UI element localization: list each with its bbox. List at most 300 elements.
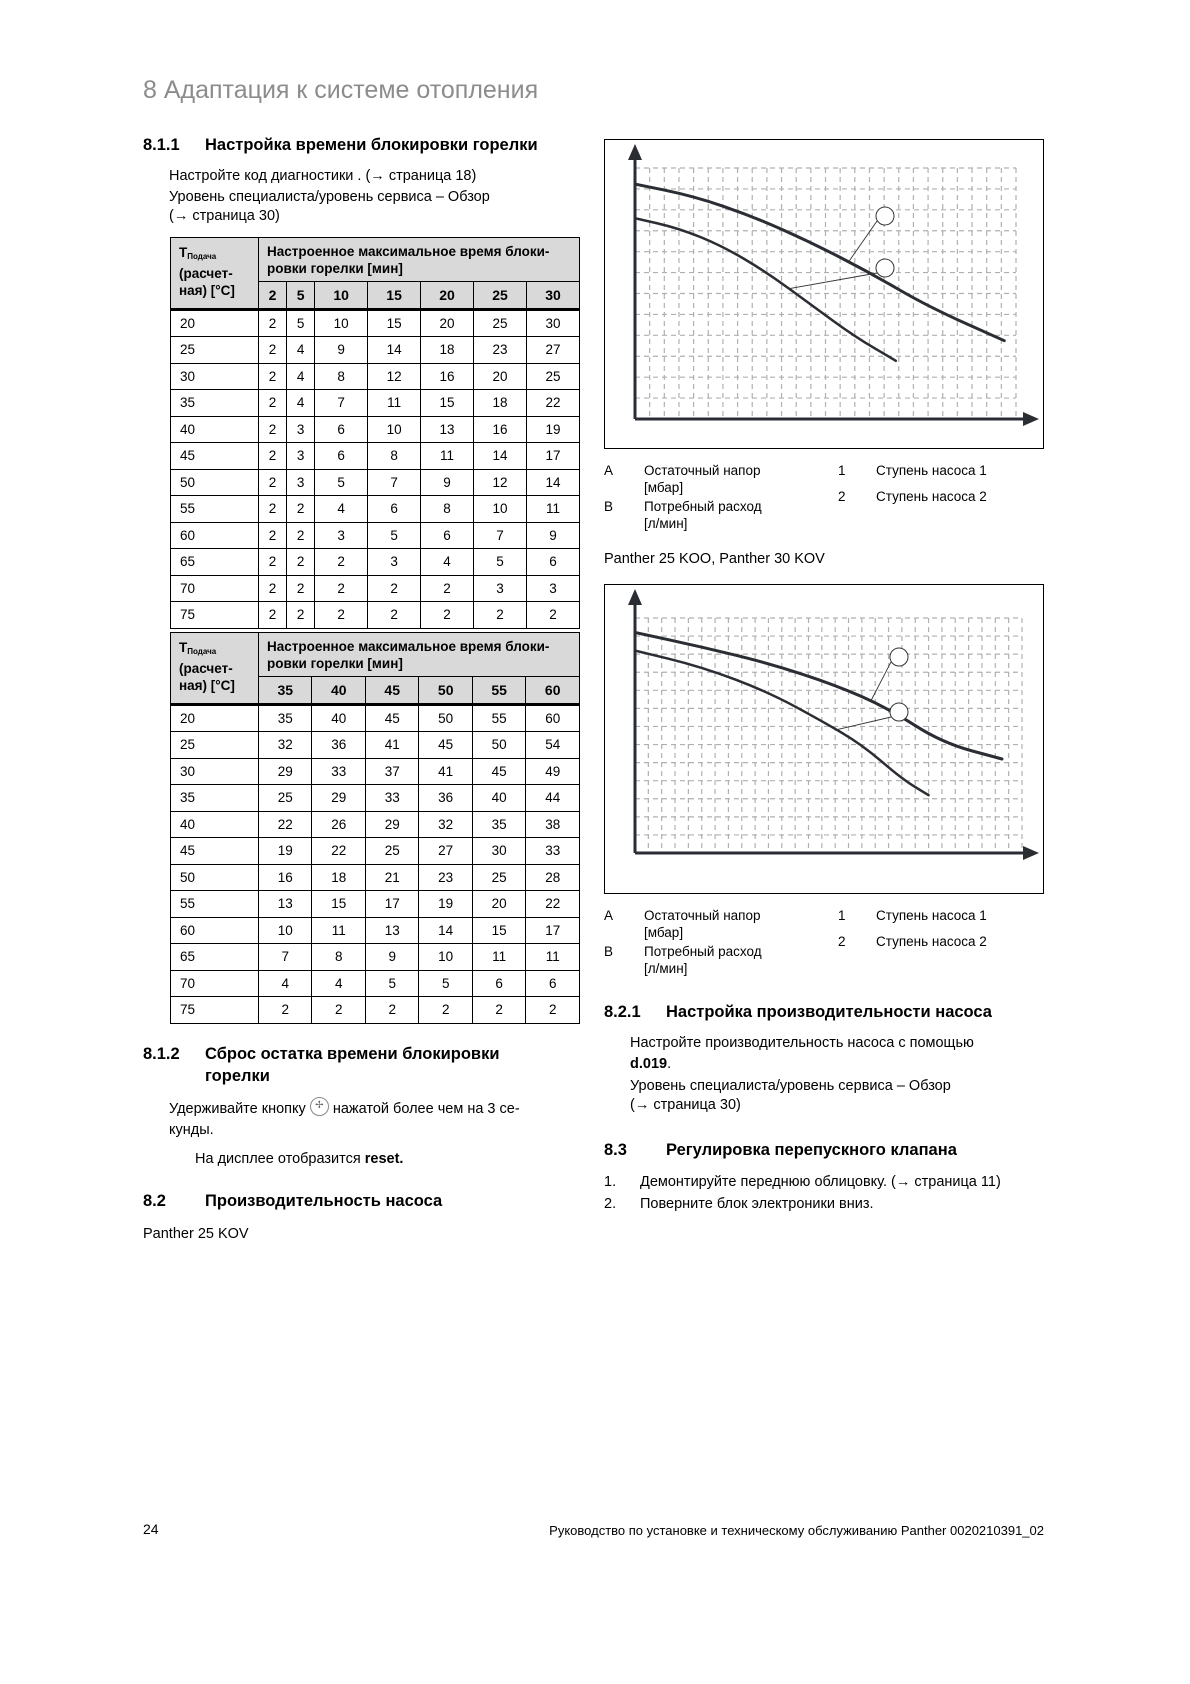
lock-time-cell: 9	[365, 944, 418, 971]
lock-time-cell: 10	[259, 917, 312, 944]
lock-time-cell: 16	[259, 864, 312, 891]
lock-time-cell: 45	[472, 758, 525, 785]
lock-time-cell: 20	[421, 309, 474, 337]
callout-circle-2	[890, 703, 908, 721]
lock-time-cell: 9	[315, 337, 368, 364]
lock-time-cell: 3	[474, 575, 527, 602]
table-row	[171, 785, 580, 812]
column-header: 40	[312, 677, 365, 705]
row-temperature-cell: 20	[171, 309, 259, 337]
lock-time-cell: 54	[526, 732, 580, 759]
instruction-text-cont: нажатой более чем на 3 се-	[332, 1101, 520, 1117]
lock-time-cell: 5	[419, 970, 472, 997]
lock-time-cell: 18	[421, 337, 474, 364]
column-header: 2	[259, 282, 287, 310]
lock-time-cell: 2	[315, 602, 368, 629]
row-temperature-cell: 70	[171, 575, 259, 602]
lock-time-cell: 2	[259, 443, 287, 470]
lock-time-cell: 14	[474, 443, 527, 470]
table-row	[171, 917, 580, 944]
lock-time-cell: 11	[421, 443, 474, 470]
row-temperature-cell: 55	[171, 891, 259, 918]
lock-time-cell: 19	[419, 891, 472, 918]
lock-time-cell: 11	[526, 944, 580, 971]
table-row	[171, 443, 580, 470]
column-header: 20	[421, 282, 474, 310]
lock-time-cell: 3	[315, 522, 368, 549]
legend-a-unit: [мбар]	[644, 480, 684, 495]
lock-time-cell: 22	[312, 838, 365, 865]
lock-time-cell: 5	[368, 522, 421, 549]
legend-2-label: Ступень насоса 2	[876, 934, 987, 949]
section-8-3-heading	[604, 1141, 957, 1160]
row-temperature-cell: 40	[171, 416, 259, 443]
section-title: Сброс остатка времени блокировки	[205, 1045, 500, 1063]
row-temperature-cell: 70	[171, 970, 259, 997]
max-lock-time-header: Настроенное максимальное время блоки- ровки горелки [мин]	[259, 238, 580, 282]
lock-time-cell: 6	[368, 496, 421, 523]
lock-time-cell: 49	[526, 758, 580, 785]
row-temperature-cell: 60	[171, 522, 259, 549]
row-temperature-cell: 75	[171, 602, 259, 629]
column-header: 25	[474, 282, 527, 310]
lock-time-cell: 2	[287, 602, 315, 629]
flow-temperature-header: $T_{Подача}$ (расчет- ная) [°C]	[171, 238, 259, 310]
table-row	[171, 997, 580, 1024]
row-temperature-cell: 65	[171, 944, 259, 971]
pump-curve-chart-2-svg	[605, 585, 1045, 895]
lock-time-cell: 2	[259, 997, 312, 1024]
lock-time-cell: 5	[474, 549, 527, 576]
row-temperature-cell: 25	[171, 337, 259, 364]
lock-time-cell: 6	[315, 416, 368, 443]
lock-time-cell: 35	[259, 704, 312, 732]
table-row	[171, 337, 580, 364]
pump-setting-instruction: Настройте производительность насоса с помощью	[630, 1035, 974, 1051]
pump-curve-chart-1	[604, 139, 1044, 449]
reset-instruction	[169, 1099, 520, 1141]
burner-lock-time-table-2	[170, 632, 580, 1024]
callout-circle-2	[876, 259, 894, 277]
lock-time-cell: 2	[259, 390, 287, 417]
row-temperature-cell: 30	[171, 758, 259, 785]
row-temperature-cell: 40	[171, 811, 259, 838]
table-row	[171, 944, 580, 971]
chart-1-legend	[604, 462, 1044, 537]
legend-key-a: A	[604, 908, 614, 923]
model-label-panther-25-kov: Panther 25 KOV	[143, 1226, 249, 1242]
lock-time-cell: 2	[472, 997, 525, 1024]
legend-2-label: Ступень насоса 2	[876, 489, 987, 504]
legend-key-b: B	[604, 944, 614, 959]
lock-time-cell: 15	[421, 390, 474, 417]
lock-time-cell: 2	[259, 416, 287, 443]
reset-result	[195, 1149, 403, 1170]
lock-time-cell: 12	[474, 469, 527, 496]
lock-time-cell: 36	[419, 785, 472, 812]
lock-time-cell: 17	[365, 891, 418, 918]
section-8-1-2-heading	[143, 1043, 499, 1087]
column-header: 60	[526, 677, 580, 705]
lock-time-cell: 14	[526, 469, 579, 496]
lock-time-cell: 27	[526, 337, 579, 364]
table-row	[171, 891, 580, 918]
lock-time-cell: 33	[365, 785, 418, 812]
instruction-text-end: кунды.	[169, 1122, 214, 1138]
diagnostic-code-instruction[interactable]: Настройте код диагностики . (→ страница 18)	[169, 168, 477, 184]
callout-leader-1	[849, 221, 877, 261]
section-8-1-1-heading	[143, 136, 538, 155]
callout-circle-1	[890, 648, 908, 666]
legend-key-2: 2	[838, 489, 846, 504]
lock-time-cell: 2	[287, 496, 315, 523]
lock-time-cell: 15	[368, 309, 421, 337]
lock-time-cell: 12	[368, 363, 421, 390]
section-number: 8.1.2	[143, 1045, 180, 1063]
step-number: 1.	[604, 1174, 617, 1190]
table-row	[171, 838, 580, 865]
row-temperature-cell: 50	[171, 469, 259, 496]
lock-time-cell: 2	[259, 522, 287, 549]
lock-time-cell: 38	[526, 811, 580, 838]
section-title: Регулировка перепускного клапана	[666, 1141, 957, 1159]
lock-time-cell: 10	[368, 416, 421, 443]
lock-time-cell: 19	[526, 416, 579, 443]
lock-time-cell: 11	[312, 917, 365, 944]
section-8-1-1-text	[169, 166, 490, 227]
lock-time-cell: 6	[472, 970, 525, 997]
lock-time-cell: 44	[526, 785, 580, 812]
diagnostic-code: d.019	[630, 1056, 668, 1072]
lock-time-cell: 7	[259, 944, 312, 971]
service-level-reference: Уровень специалиста/уровень сервиса – Обзор	[169, 189, 490, 205]
lock-time-cell: 7	[474, 522, 527, 549]
lock-time-cell: 20	[472, 891, 525, 918]
column-header: 55	[472, 677, 525, 705]
lock-time-cell: 41	[365, 732, 418, 759]
step-text: Поверните блок электроники вниз.	[640, 1196, 874, 1212]
lock-time-cell: 50	[472, 732, 525, 759]
table-row	[171, 575, 580, 602]
lock-time-cell: 2	[368, 575, 421, 602]
column-header: 15	[368, 282, 421, 310]
lock-time-cell: 2	[312, 997, 365, 1024]
section-title: Настройка времени блокировки горелки	[205, 136, 538, 154]
lock-time-cell: 2	[259, 575, 287, 602]
lock-time-cell: 32	[259, 732, 312, 759]
section-8-2-1-text	[630, 1033, 974, 1116]
legend-b-label: Потребный расход	[644, 499, 762, 514]
lock-time-cell: 33	[526, 838, 580, 865]
page-number: 24	[143, 1521, 159, 1537]
step-number: 2.	[604, 1196, 617, 1212]
legend-b-unit: [л/мин]	[644, 516, 688, 531]
lock-time-cell: 14	[419, 917, 472, 944]
lock-time-cell: 2	[421, 575, 474, 602]
lock-time-cell: 17	[526, 443, 579, 470]
legend-key-1: 1	[838, 908, 846, 923]
lock-time-cell: 2	[365, 997, 418, 1024]
lock-time-cell: 30	[526, 309, 579, 337]
lock-time-cell: 14	[368, 337, 421, 364]
bypass-steps-list	[604, 1172, 1064, 1216]
row-temperature-cell: 45	[171, 838, 259, 865]
section-number: 8.2	[143, 1192, 166, 1210]
lock-time-cell: 2	[287, 522, 315, 549]
lock-time-cell: 29	[312, 785, 365, 812]
document-title-footer: Руководство по установке и техническому обслуживанию Panther 0020210391_02	[549, 1523, 1044, 1538]
instruction-text: Удерживайте кнопку	[169, 1101, 306, 1117]
lock-time-cell: 15	[472, 917, 525, 944]
lock-time-cell: 3	[287, 443, 315, 470]
lock-time-cell: 23	[419, 864, 472, 891]
pump-curve-stage-1	[635, 632, 1002, 759]
lock-time-cell: 16	[421, 363, 474, 390]
lock-time-cell: 20	[474, 363, 527, 390]
table-row	[171, 811, 580, 838]
column-header: 35	[259, 677, 312, 705]
table-row	[171, 363, 580, 390]
row-temperature-cell: 45	[171, 443, 259, 470]
result-value: reset.	[364, 1151, 404, 1167]
section-8-2-1-heading	[604, 1003, 992, 1022]
lock-time-cell: 5	[365, 970, 418, 997]
table-row	[171, 522, 580, 549]
section-8-2-heading	[143, 1192, 442, 1211]
section-title: Настройка производительности насоса	[666, 1003, 992, 1021]
page-link[interactable]: (→ страница 30)	[630, 1097, 741, 1113]
lock-time-cell: 4	[259, 970, 312, 997]
row-temperature-cell: 50	[171, 864, 259, 891]
legend-a-label: Остаточный напор	[644, 908, 761, 923]
legend-b-label: Потребный расход	[644, 944, 762, 959]
list-item	[604, 1194, 1064, 1216]
lock-time-cell: 25	[526, 363, 579, 390]
lock-time-cell: 2	[526, 997, 580, 1024]
table-row	[171, 732, 580, 759]
lock-time-cell: 2	[315, 575, 368, 602]
lock-time-cell: 45	[365, 704, 418, 732]
lock-time-cell: 9	[526, 522, 579, 549]
chart-2-legend	[604, 907, 1044, 982]
burner-lock-time-table-1	[170, 237, 580, 629]
lock-time-cell: 25	[259, 785, 312, 812]
section-number: 8.1.1	[143, 136, 180, 154]
row-temperature-cell: 25	[171, 732, 259, 759]
legend-1-label: Ступень насоса 1	[876, 463, 987, 478]
lock-time-cell: 4	[312, 970, 365, 997]
legend-key-b: B	[604, 499, 614, 514]
lock-time-cell: 11	[472, 944, 525, 971]
lock-time-cell: 6	[526, 549, 579, 576]
lock-time-cell: 6	[526, 970, 580, 997]
lock-time-cell: 2	[287, 575, 315, 602]
lock-time-cell: 18	[474, 390, 527, 417]
lock-time-cell: 11	[368, 390, 421, 417]
lock-time-cell: 2	[259, 309, 287, 337]
lock-time-cell: 40	[312, 704, 365, 732]
table-row	[171, 758, 580, 785]
lock-time-cell: 2	[259, 363, 287, 390]
lock-time-cell: 28	[526, 864, 580, 891]
legend-key-2: 2	[838, 934, 846, 949]
column-header: 50	[419, 677, 472, 705]
lock-time-cell: 9	[421, 469, 474, 496]
lock-time-cell: 2	[421, 602, 474, 629]
service-level-reference: Уровень специалиста/уровень сервиса – Обзор	[630, 1078, 951, 1094]
row-temperature-cell: 30	[171, 363, 259, 390]
lock-time-cell: 3	[368, 549, 421, 576]
y-axis-arrow-icon	[628, 589, 642, 605]
lock-time-cell: 4	[421, 549, 474, 576]
lock-time-cell: 8	[421, 496, 474, 523]
result-text: На дисплее отобразится	[195, 1151, 361, 1167]
table-row	[171, 416, 580, 443]
row-temperature-cell: 35	[171, 785, 259, 812]
lock-time-cell: 50	[419, 704, 472, 732]
lock-time-cell: 27	[419, 838, 472, 865]
lock-time-cell: 13	[365, 917, 418, 944]
lock-time-cell: 2	[315, 549, 368, 576]
lock-time-cell: 29	[259, 758, 312, 785]
lock-time-cell: 16	[474, 416, 527, 443]
flow-temperature-header: $T_{Подача}$ (расчет- ная) [°C]	[171, 633, 259, 705]
section-title: Производительность насоса	[205, 1192, 443, 1210]
lock-time-cell: 2	[474, 602, 527, 629]
lock-time-cell: 8	[315, 363, 368, 390]
table-row	[171, 704, 580, 732]
lock-time-cell: 2	[259, 469, 287, 496]
row-temperature-cell: 20	[171, 704, 259, 732]
lock-time-cell: 18	[312, 864, 365, 891]
y-axis-arrow-icon	[628, 144, 642, 160]
lock-time-cell: 3	[287, 469, 315, 496]
lock-time-cell: 2	[419, 997, 472, 1024]
pump-curve-stage-2	[635, 218, 896, 361]
callout-circle-1	[876, 207, 894, 225]
lock-time-cell: 10	[419, 944, 472, 971]
column-header: 10	[315, 282, 368, 310]
lock-time-cell: 26	[312, 811, 365, 838]
table-row	[171, 970, 580, 997]
lock-time-cell: 41	[419, 758, 472, 785]
lock-time-cell: 35	[472, 811, 525, 838]
lock-time-cell: 5	[315, 469, 368, 496]
pump-curve-chart-2	[604, 584, 1044, 894]
section-title-cont: горелки	[205, 1067, 270, 1085]
lock-time-cell: 6	[315, 443, 368, 470]
lock-time-cell: 5	[287, 309, 315, 337]
pump-curve-stage-1	[635, 184, 1004, 341]
lock-time-cell: 2	[259, 602, 287, 629]
legend-key-1: 1	[838, 463, 846, 478]
lock-time-cell: 40	[472, 785, 525, 812]
lock-time-cell: 13	[259, 891, 312, 918]
lock-time-cell: 7	[368, 469, 421, 496]
lock-time-cell: 2	[287, 549, 315, 576]
lock-time-cell: 3	[526, 575, 579, 602]
lock-time-cell: 19	[259, 838, 312, 865]
legend-b-unit: [л/мин]	[644, 961, 688, 976]
lock-time-cell: 10	[315, 309, 368, 337]
callout-leader-2	[790, 273, 877, 288]
step-text: Демонтируйте переднюю облицовку. (→ страница 11)	[640, 1174, 1001, 1190]
lock-time-cell: 2	[259, 549, 287, 576]
lock-time-cell: 4	[287, 390, 315, 417]
lock-time-cell: 55	[472, 704, 525, 732]
x-axis-arrow-icon	[1023, 846, 1039, 860]
page-link[interactable]: (→ страница 30)	[169, 208, 280, 224]
lock-time-cell: 23	[474, 337, 527, 364]
column-header: 5	[287, 282, 315, 310]
lock-time-cell: 15	[312, 891, 365, 918]
lock-time-cell: 3	[287, 416, 315, 443]
column-header: 45	[365, 677, 418, 705]
lock-time-cell: 21	[365, 864, 418, 891]
legend-key-a: A	[604, 463, 614, 478]
lock-time-cell: 4	[287, 363, 315, 390]
lock-time-cell: 8	[368, 443, 421, 470]
lock-time-cell: 2	[259, 337, 287, 364]
lock-time-cell: 32	[419, 811, 472, 838]
row-temperature-cell: 75	[171, 997, 259, 1024]
row-temperature-cell: 55	[171, 496, 259, 523]
section-number: 8.3	[604, 1141, 627, 1159]
lock-time-cell: 45	[419, 732, 472, 759]
x-axis-arrow-icon	[1023, 412, 1039, 426]
lock-time-cell: 30	[472, 838, 525, 865]
lock-time-cell: 2	[526, 602, 579, 629]
list-item	[604, 1172, 1064, 1194]
legend-a-unit: [мбар]	[644, 925, 684, 940]
row-temperature-cell: 60	[171, 917, 259, 944]
table-row	[171, 390, 580, 417]
lock-time-cell: 17	[526, 917, 580, 944]
reset-button-icon: ✢	[310, 1097, 329, 1116]
row-temperature-cell: 65	[171, 549, 259, 576]
lock-time-cell: 4	[287, 337, 315, 364]
lock-time-cell: 29	[365, 811, 418, 838]
lock-time-cell: 36	[312, 732, 365, 759]
row-temperature-cell: 35	[171, 390, 259, 417]
lock-time-cell: 4	[315, 496, 368, 523]
lock-time-cell: 22	[526, 891, 580, 918]
lock-time-cell: 6	[421, 522, 474, 549]
table-row	[171, 864, 580, 891]
max-lock-time-header: Настроенное максимальное время блоки- ровки горелки [мин]	[259, 633, 580, 677]
lock-time-cell: 25	[365, 838, 418, 865]
lock-time-cell: 10	[474, 496, 527, 523]
legend-a-label: Остаточный напор	[644, 463, 761, 478]
table-row	[171, 549, 580, 576]
punctuation: .	[667, 1056, 672, 1072]
lock-time-cell: 25	[472, 864, 525, 891]
lock-time-cell: 13	[421, 416, 474, 443]
lock-time-cell: 22	[259, 811, 312, 838]
lock-time-cell: 8	[312, 944, 365, 971]
table-row	[171, 309, 580, 337]
model-label-panther-25-koo-30-kov: Panther 25 KOO, Panther 30 KOV	[604, 551, 825, 567]
callout-leader-2	[835, 717, 891, 730]
lock-time-cell: 25	[474, 309, 527, 337]
lock-time-cell: 33	[312, 758, 365, 785]
chapter-title: 8 Адаптация к системе отопления	[143, 76, 539, 104]
lock-time-cell: 22	[526, 390, 579, 417]
lock-time-cell: 11	[526, 496, 579, 523]
lock-time-cell: 37	[365, 758, 418, 785]
lock-time-cell: 7	[315, 390, 368, 417]
lock-time-cell: 2	[368, 602, 421, 629]
